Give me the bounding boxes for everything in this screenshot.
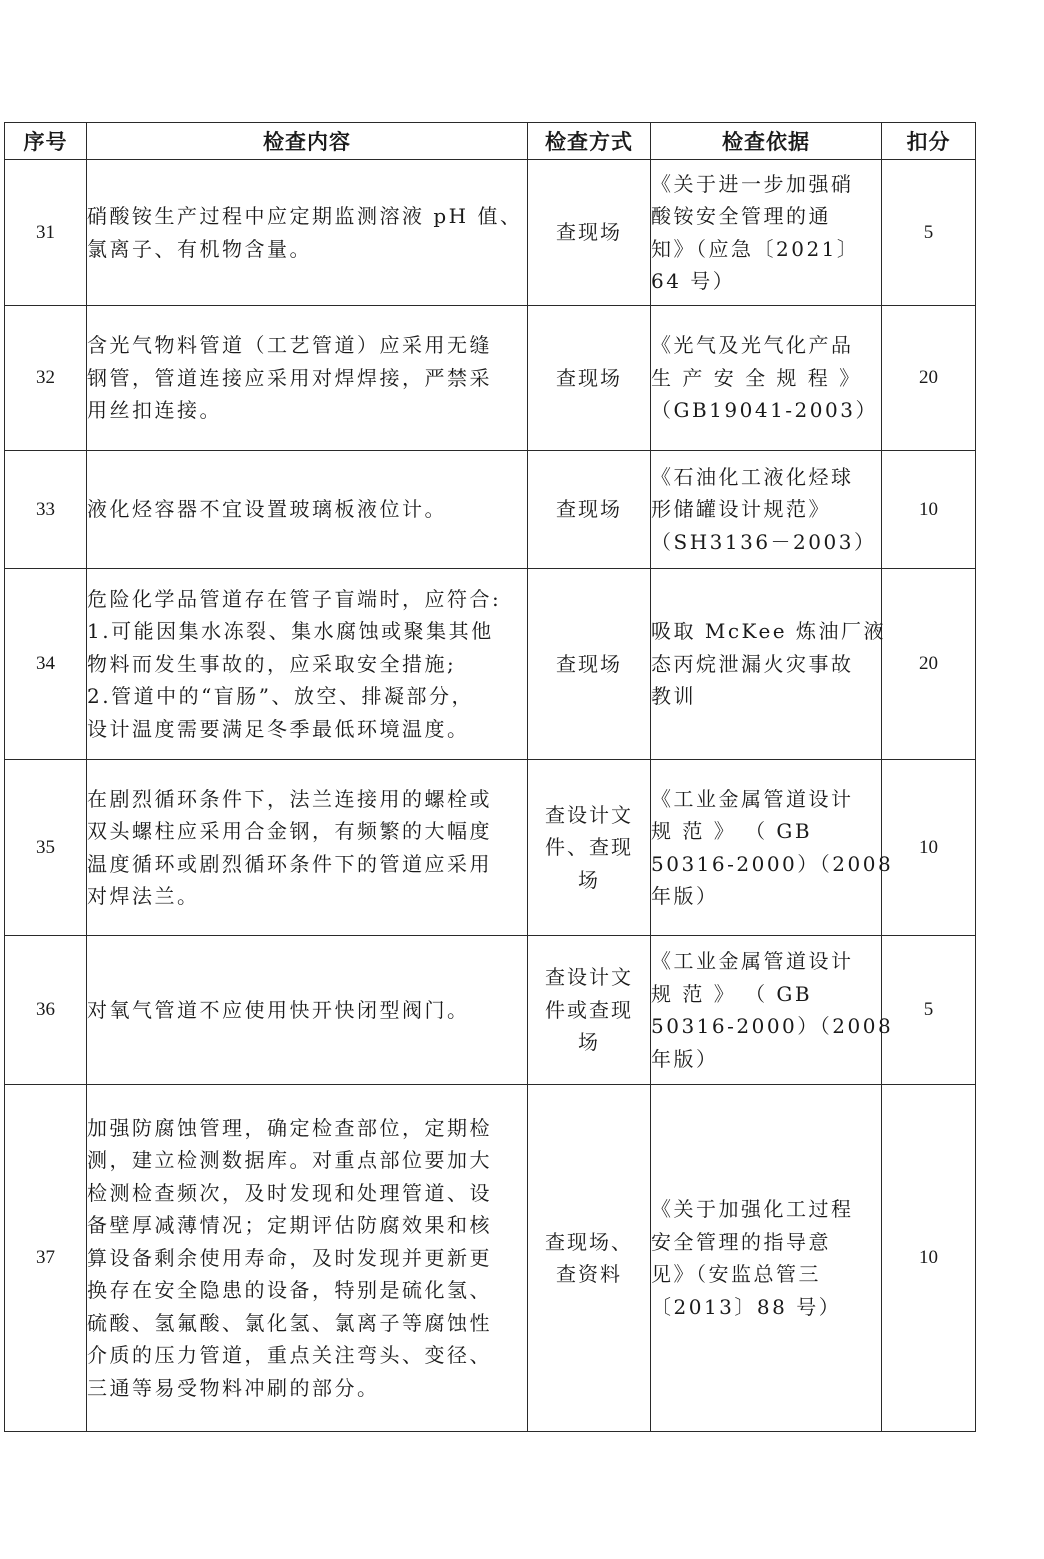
inspection-basis bbox=[651, 1085, 882, 1432]
inspection-method bbox=[528, 936, 651, 1085]
inspection-method bbox=[528, 160, 651, 306]
basis-line: 〔2013〕88 号） bbox=[651, 1294, 842, 1319]
inspection-method bbox=[528, 1085, 651, 1432]
basis-line: 规 范 》 （ GB bbox=[651, 819, 813, 843]
inspection-method bbox=[528, 760, 651, 936]
content-line: 危险化学品管道存在管子盲端时，应符合: bbox=[87, 586, 502, 611]
basis-line: 《关于加强化工过程 bbox=[651, 1197, 854, 1221]
inspection-method bbox=[528, 569, 651, 760]
content-line: 液化烃容器不宜设置玻璃板液位计。 bbox=[87, 497, 447, 522]
inspection-basis bbox=[651, 760, 894, 936]
inspection-basis bbox=[651, 936, 894, 1085]
table-row bbox=[5, 306, 976, 451]
content-line: 对氧气管道不应使用快开快闭型阀门。 bbox=[87, 997, 470, 1022]
inspection-basis bbox=[651, 451, 882, 569]
basis-line: 态丙烷泄漏火灾事故 bbox=[651, 651, 854, 676]
inspection-content bbox=[87, 1085, 528, 1432]
basis-line: 形储罐设计规范》 bbox=[651, 497, 831, 522]
content-line: 含光气物料管道（工艺管道）应采用无缝 bbox=[87, 333, 492, 358]
basis-line: 生 产 安 全 规 程 》 bbox=[651, 365, 862, 390]
header-no: 序号 bbox=[5, 123, 87, 160]
inspection-content bbox=[87, 569, 528, 760]
method-line: 件或查现 bbox=[545, 997, 633, 1022]
method-line: 查资料 bbox=[556, 1262, 622, 1286]
header-basis: 检查依据 bbox=[651, 123, 882, 160]
basis-line: 吸取 McKee 炼油厂液 bbox=[651, 619, 886, 644]
method-line: 查现场 bbox=[556, 365, 622, 390]
content-line: 备壁厚减薄情况；定期评估防腐效果和核 bbox=[87, 1213, 492, 1238]
deduction-score: 20 bbox=[882, 569, 976, 760]
method-line: 查设计文 bbox=[545, 802, 633, 827]
basis-line: 《工业金属管道设计 bbox=[651, 949, 854, 973]
basis-line: 年版） bbox=[651, 884, 719, 908]
basis-line: 规 范 》 （ GB bbox=[651, 981, 813, 1006]
row-number: 33 bbox=[5, 451, 87, 569]
basis-line: （SH3136－2003） bbox=[651, 529, 877, 554]
basis-line: 《石油化工液化烃球 bbox=[651, 464, 854, 489]
content-line: 物料而发生事故的，应采取安全措施; bbox=[87, 651, 457, 676]
header-score: 扣分 bbox=[882, 123, 976, 160]
deduction-score: 5 bbox=[882, 160, 976, 306]
content-line: 三通等易受物料冲刷的部分。 bbox=[87, 1375, 380, 1400]
content-line: 钢管，管道连接应采用对焊焊接，严禁采 bbox=[87, 365, 492, 390]
table-row bbox=[5, 569, 976, 760]
inspection-content bbox=[87, 160, 528, 306]
content-line: 用丝扣连接。 bbox=[87, 398, 222, 423]
row-number: 32 bbox=[5, 306, 87, 451]
basis-line: 年版） bbox=[651, 1046, 719, 1071]
basis-line: 安全管理的指导意 bbox=[651, 1229, 831, 1254]
basis-line: （GB19041-2003） bbox=[651, 398, 878, 423]
inspection-table bbox=[4, 122, 976, 1432]
inspection-content bbox=[87, 451, 528, 569]
basis-line: 《光气及光气化产品 bbox=[651, 333, 854, 358]
method-line: 查现场 bbox=[556, 651, 622, 676]
basis-line: 64 号） bbox=[651, 269, 736, 293]
table-row bbox=[5, 936, 976, 1085]
inspection-content bbox=[87, 936, 528, 1085]
basis-line: 50316-2000）（2008 bbox=[651, 1014, 894, 1038]
basis-line: 50316-2000）（2008 bbox=[651, 851, 894, 876]
basis-line: 知》（应急〔2021〕 bbox=[651, 236, 860, 261]
row-number: 34 bbox=[5, 569, 87, 760]
content-line: 设计温度需要满足冬季最低环境温度。 bbox=[87, 716, 470, 741]
content-line: 氯离子、有机物含量。 bbox=[87, 236, 312, 261]
deduction-score: 20 bbox=[882, 306, 976, 451]
basis-line: 见》（安监总管三 bbox=[651, 1262, 821, 1286]
table-body bbox=[5, 160, 976, 1432]
table-row bbox=[5, 1085, 976, 1432]
table-row bbox=[5, 160, 976, 306]
content-line: 1.可能因集水冻裂、集水腐蚀或聚集其他 bbox=[87, 619, 494, 644]
row-number: 36 bbox=[5, 936, 87, 1085]
header-method: 检查方式 bbox=[528, 123, 651, 160]
content-line: 测，建立检测数据库。对重点部位要加大 bbox=[87, 1148, 492, 1173]
row-number: 35 bbox=[5, 760, 87, 936]
basis-line: 《工业金属管道设计 bbox=[651, 786, 854, 811]
content-line: 双头螺柱应采用合金钢，有频繁的大幅度 bbox=[87, 819, 492, 843]
content-line: 加强防腐蚀管理，确定检查部位，定期检 bbox=[87, 1115, 492, 1140]
method-line: 场 bbox=[578, 1030, 600, 1055]
content-line: 硝酸铵生产过程中应定期监测溶液 pH 值、 bbox=[87, 204, 523, 228]
row-number: 31 bbox=[5, 160, 87, 306]
inspection-content bbox=[87, 760, 528, 936]
deduction-score: 5 bbox=[882, 936, 976, 1085]
deduction-score: 10 bbox=[882, 451, 976, 569]
content-line: 在剧烈循环条件下，法兰连接用的螺栓或 bbox=[87, 786, 492, 811]
method-line: 查现场 bbox=[556, 220, 622, 245]
basis-line: 《关于进一步加强硝 bbox=[651, 171, 854, 196]
table-row bbox=[5, 760, 976, 936]
content-line: 算设备剩余使用寿命，及时发现并更新更 bbox=[87, 1245, 492, 1270]
inspection-method bbox=[528, 451, 651, 569]
method-line: 查现场、 bbox=[545, 1229, 633, 1254]
inspection-method bbox=[528, 306, 651, 451]
basis-line: 教训 bbox=[651, 684, 696, 709]
inspection-basis bbox=[651, 160, 882, 306]
table-header-row bbox=[5, 123, 976, 160]
table-row bbox=[5, 451, 976, 569]
deduction-score: 10 bbox=[882, 1085, 976, 1432]
content-line: 对焊法兰。 bbox=[87, 884, 200, 908]
inspection-basis bbox=[651, 569, 886, 760]
content-line: 硫酸、氢氟酸、氯化氢、氯离子等腐蚀性 bbox=[87, 1310, 492, 1335]
method-line: 查设计文 bbox=[545, 965, 633, 990]
content-line: 换存在安全隐患的设备，特别是硫化氢、 bbox=[87, 1278, 492, 1303]
inspection-basis bbox=[651, 306, 882, 451]
content-line: 检测检查频次，及时发现和处理管道、设 bbox=[87, 1180, 492, 1205]
header-content: 检查内容 bbox=[87, 123, 528, 160]
content-line: 温度循环或剧烈循环条件下的管道应采用 bbox=[87, 851, 492, 876]
inspection-content bbox=[87, 306, 528, 451]
content-line: 介质的压力管道，重点关注弯头、变径、 bbox=[87, 1343, 492, 1368]
method-line: 查现场 bbox=[556, 497, 622, 522]
method-line: 件、查现 bbox=[545, 835, 633, 860]
content-line: 2.管道中的“盲肠”、放空、排凝部分， bbox=[87, 684, 475, 709]
basis-line: 酸铵安全管理的通 bbox=[651, 204, 831, 228]
deduction-score: 10 bbox=[882, 760, 976, 936]
row-number: 37 bbox=[5, 1085, 87, 1432]
method-line: 场 bbox=[578, 867, 600, 892]
